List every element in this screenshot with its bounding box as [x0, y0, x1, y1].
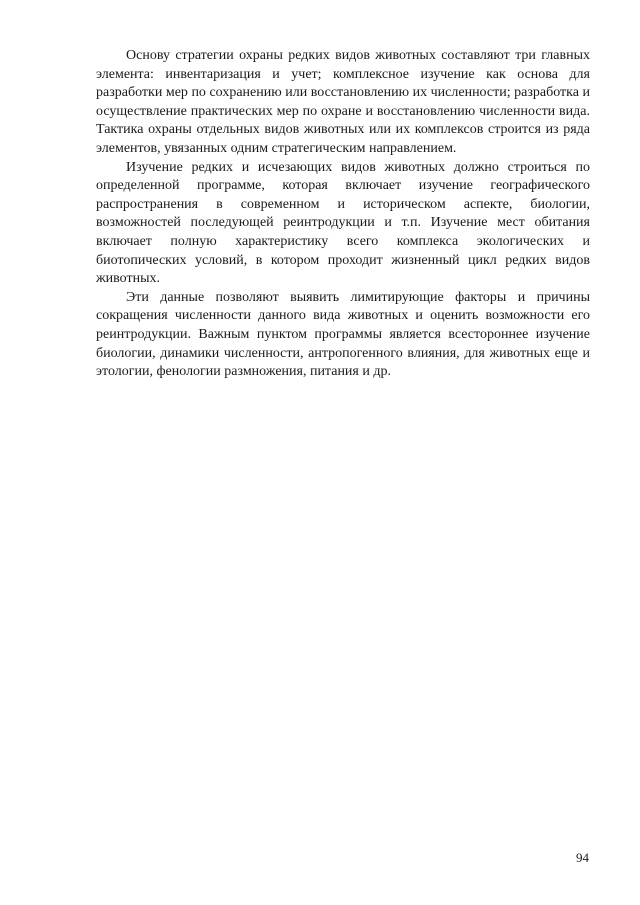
- paragraph-study-program: Изучение редких и исчезающих видов животных должно строиться по определенной программе, которая включает изучение географического распространения в современном и историческом аспекте, биологии, возможностей последующей реинтродукции и т.п. Изучение мест обитания включает полную характеристику всего комплекса экологических и биотопических условий, в котором проходит жизненный цикл редких видов животных.: [96, 159, 590, 287]
- paragraph-strategy: Основу стратегии охраны редких видов животных составляют три главных элемента: инвентаризация и учет; комплексное изучение как основа для разработки мер по сохранению или восстановлению их численности; разработка и осуществление практических мер по охране и восстановлению численности вида. Тактика охраны отдельных видов животных или их комплексов строится из ряда элементов, увязанных одним стратегическим направлением.: [96, 48, 590, 156]
- paragraph-limiting-factors: Эти данные позволяют выявить лимитирующие факторы и причины сокращения численности данного вида животных и оценить возможности его реинтродукции. Важным пунктом программы является всестороннее изучение биологии, динамики численности, антропогенного влияния, для животных еще и этологии, фенологии размножения, питания и др.: [96, 289, 590, 380]
- body-text: [96, 47, 590, 382]
- page-number: 94: [576, 850, 589, 865]
